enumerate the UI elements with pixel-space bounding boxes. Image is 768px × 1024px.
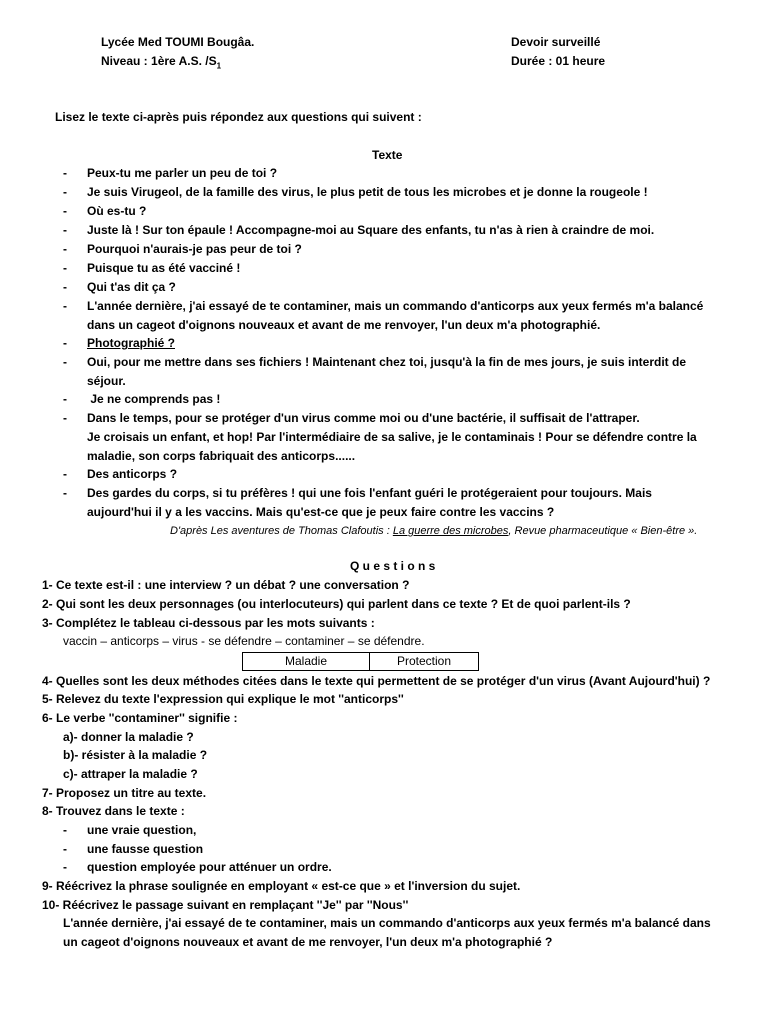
class-level: [101, 54, 221, 73]
dialogue-line: Où es-tu ?: [87, 204, 147, 218]
list-dash: -: [63, 823, 67, 837]
underlined-sentence: Photographié ?: [87, 336, 175, 350]
question-8-item: une fausse question: [87, 842, 204, 856]
questions-heading: Q u e s t i o n s: [350, 559, 436, 573]
dialogue-line: Des anticorps ?: [87, 467, 178, 481]
dialogue-dash: -: [63, 486, 67, 500]
list-dash: -: [63, 842, 67, 856]
dialogue-line: Qui t'as dit ça ?: [87, 280, 176, 294]
question-8-item: une vraie question,: [87, 823, 197, 837]
exam-duration: Durée : 01 heure: [511, 54, 606, 68]
dialogue-line: Dans le temps, pour se protéger d'un virus comme moi ou d'une bactérie, il suffisait de l'attraper.: [87, 411, 640, 425]
question-1: 1- Ce texte est-il : une interview ? un débat ? une conversation ?: [42, 578, 410, 592]
question-10: 10- Réécrivez le passage suivant en remplaçant ''Je'' par ''Nous'': [42, 898, 409, 912]
question-8: 8- Trouvez dans le texte :: [42, 804, 185, 818]
dialogue-dash: -: [63, 299, 67, 313]
dialogue-dash: -: [63, 355, 67, 369]
dialogue-dash: -: [63, 166, 67, 180]
dialogue-dash: -: [63, 411, 67, 425]
source-suffix: , Revue pharmaceutique « Bien-être ».: [508, 525, 698, 537]
dialogue-line: Des gardes du corps, si tu préfères ! qui une fois l'enfant guéri le protégeraient pour toujours. Mais: [87, 486, 652, 500]
list-dash: -: [63, 860, 67, 874]
class-level-subscript: 1: [216, 61, 222, 71]
question-9: 9- Réécrivez la phrase soulignée en employant « est-ce que » et l'inversion du sujet.: [42, 879, 521, 893]
dialogue-dash: -: [63, 204, 67, 218]
question-2: 2- Qui sont les deux personnages (ou interlocuteurs) qui parlent dans ce texte ? Et de quoi parlent-ils ?: [42, 597, 631, 611]
exam-type: Devoir surveillé: [511, 35, 601, 49]
table-header-protection: Protection: [370, 653, 479, 671]
dialogue-line: séjour.: [87, 374, 126, 388]
dialogue-line: Juste là ! Sur ton épaule ! Accompagne-moi au Square des enfants, tu n'as à rien à craindre de moi.: [87, 223, 655, 237]
text-heading: Texte: [372, 148, 403, 162]
dialogue-dash: -: [63, 280, 67, 294]
dialogue-line: maladie, son corps fabriquait des anticorps......: [87, 449, 356, 463]
dialogue-dash: -: [63, 336, 67, 350]
dialogue-line: L'année dernière, j'ai essayé de te contaminer, mais un commando d'anticorps aux yeux fermés m'a balancé: [87, 299, 704, 313]
dialogue-dash: -: [63, 392, 67, 406]
dialogue-line: aujourd'hui il y a les vaccins. Mais qu'est-ce que je peux faire contre les vaccins ?: [87, 505, 555, 519]
question-3-words: vaccin – anticorps – virus - se défendre – contaminer – se défendre.: [63, 634, 425, 648]
question-7: 7- Proposez un titre au texte.: [42, 786, 207, 800]
question-10-passage-line: L'année dernière, j'ai essayé de te contaminer, mais un commando d'anticorps aux yeux fermés m'a balancé dans: [63, 916, 711, 930]
source-citation: [170, 524, 697, 539]
dialogue-dash: -: [63, 467, 67, 481]
question-3: 3- Complétez le tableau ci-dessous par les mots suivants :: [42, 616, 375, 630]
school-name: Lycée Med TOUMI Bougâa.: [101, 35, 255, 49]
dialogue-line: Je suis Virugeol, de la famille des virus, le plus petit de tous les microbes et je donne la rougeole !: [87, 185, 648, 199]
dialogue-line: Puisque tu as été vacciné !: [87, 261, 241, 275]
source-prefix: D'après Les aventures de Thomas Clafoutis :: [170, 525, 393, 537]
instruction: Lisez le texte ci-après puis répondez aux questions qui suivent :: [55, 110, 422, 124]
question-4: 4- Quelles sont les deux méthodes citées dans le texte qui permettent de se protéger d'un virus (Avant Aujourd'hui) ?: [42, 674, 711, 688]
question-10-passage-line: un cageot d'oignons nouveaux et avant de me renvoyer, l'un deux m'a photographié ?: [63, 935, 553, 949]
dialogue-dash: -: [63, 242, 67, 256]
question-6-option-a: a)- donner la maladie ?: [63, 730, 194, 744]
question-6: 6- Le verbe ''contaminer'' signifie :: [42, 711, 238, 725]
dialogue-dash: -: [63, 261, 67, 275]
source-title: La guerre des microbes: [392, 525, 509, 537]
dialogue-dash: -: [63, 185, 67, 199]
dialogue-line: dans un cageot d'oignons nouveaux et avant de me renvoyer, l'un deux m'a photographié.: [87, 318, 601, 332]
dialogue-line: Pourquoi n'aurais-je pas peur de toi ?: [87, 242, 302, 256]
table-header-disease: Maladie: [243, 653, 370, 671]
dialogue-dash: -: [63, 223, 67, 237]
question-6-option-b: b)- résister à la maladie ?: [63, 748, 208, 762]
question-6-option-c: c)- attraper la maladie ?: [63, 767, 198, 781]
dialogue-line: Peux-tu me parler un peu de toi ?: [87, 166, 278, 180]
answer-table: [242, 652, 479, 671]
question-8-item: question employée pour atténuer un ordre.: [87, 860, 332, 874]
dialogue-line: Oui, pour me mettre dans ses fichiers ! Maintenant chez toi, jusqu'à la fin de mes jours, je suis interdit de: [87, 355, 686, 369]
dialogue-line: Je ne comprends pas !: [87, 392, 221, 406]
dialogue-line: Je croisais un enfant, et hop! Par l'intermédiaire de sa salive, je le contaminais ! Pour se défendre contre la: [87, 430, 697, 444]
class-level-text: Niveau : 1ère A.S. /S: [101, 54, 217, 68]
question-5: 5- Relevez du texte l'expression qui explique le mot ''anticorps'': [42, 692, 404, 706]
